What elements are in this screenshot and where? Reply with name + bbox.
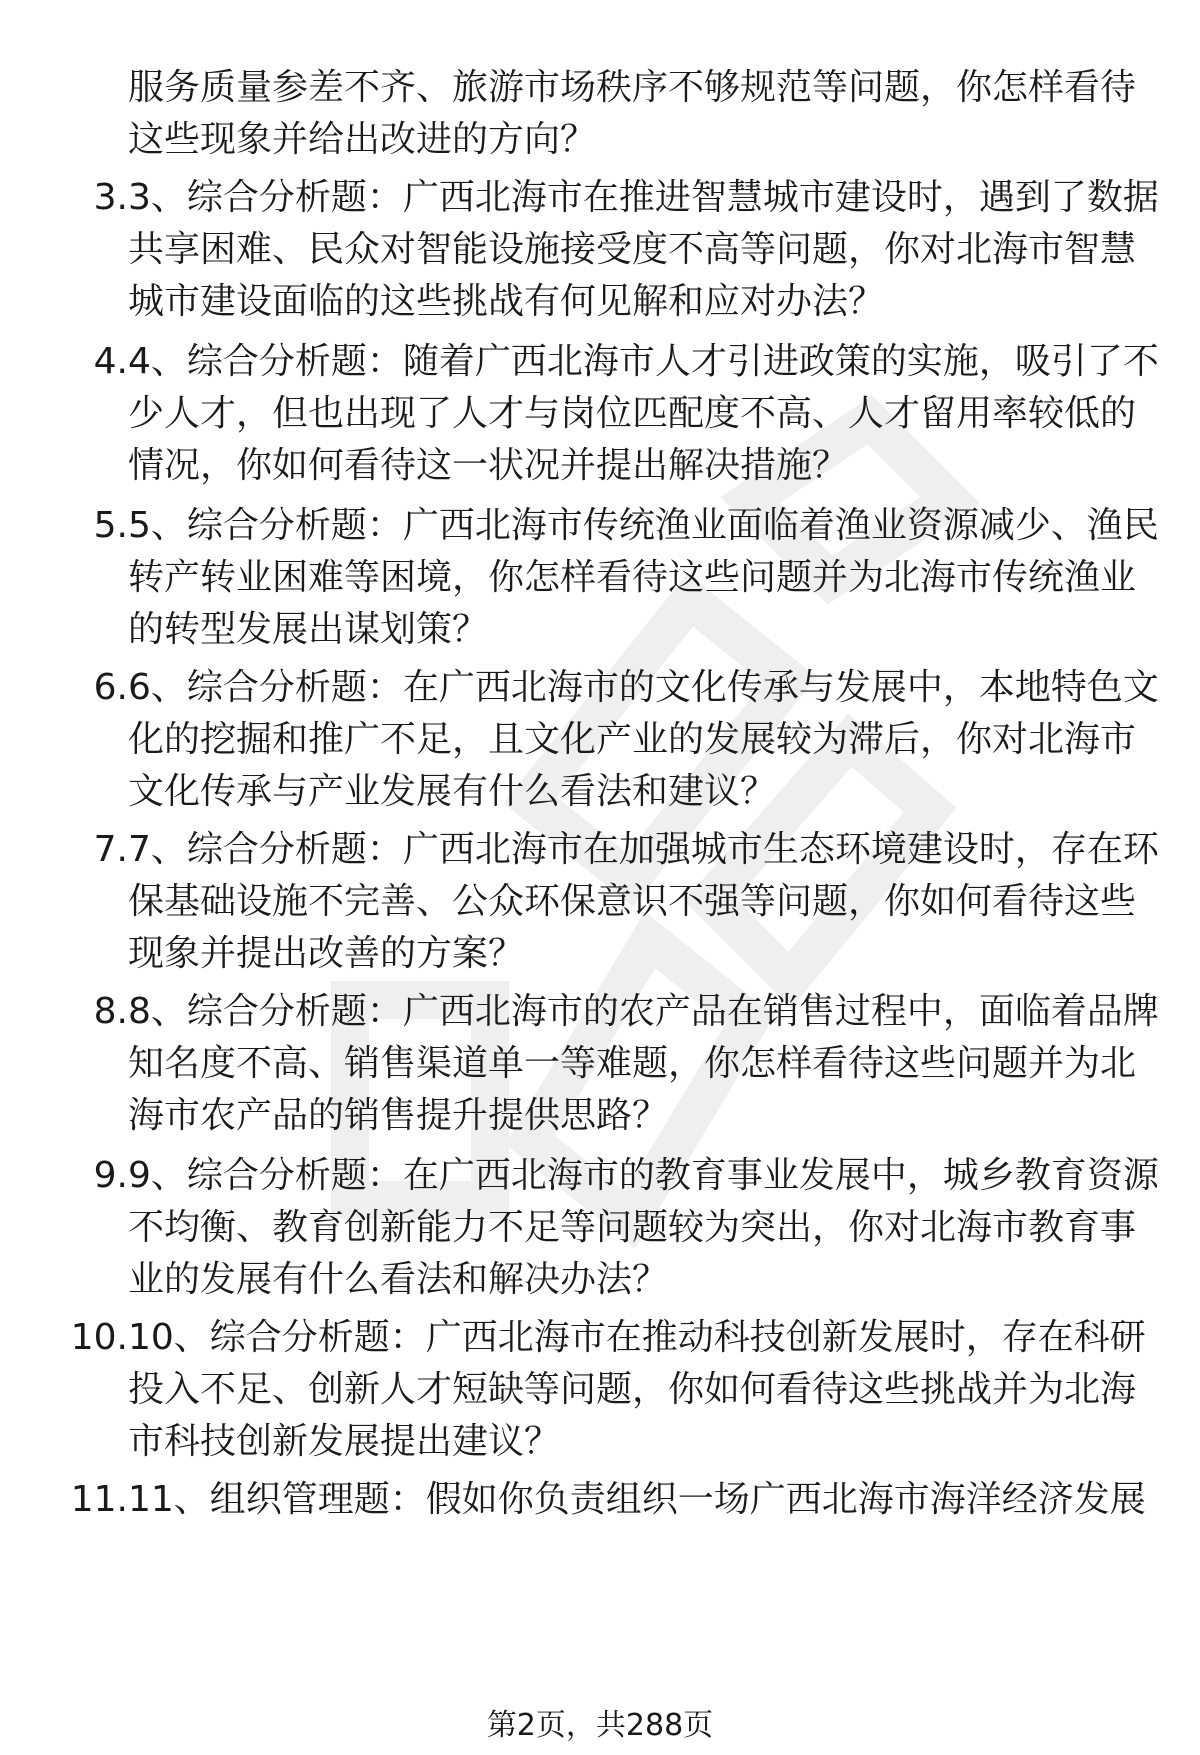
question-number: 10.: [70, 1317, 128, 1358]
continued-question-text: 服务质量参差不齐、旅游市场秩序不够规范等问题，你怎样看待这些现象并给出改进的方向？: [128, 67, 1137, 160]
question-text: 10、综合分析题：广西北海市在推动科技创新发展时，存在科研投入不足、创新人才短缺等问题，你如何看待这些挑战并为北海市科技创新发展提出建议？: [128, 1317, 1146, 1462]
question-number: 9.: [93, 1155, 128, 1196]
question-text: 7、综合分析题：广西北海市在加强城市生态环境建设时，存在环保基础设施不完善、公众环保意识不强等问题，你如何看待这些现象并提出改善的方案？: [128, 829, 1159, 974]
question-number: 8.: [93, 991, 128, 1032]
question-text: 4、综合分析题：随着广西北海市人才引进政策的实施，吸引了不少人才，但也出现了人才与岗位匹配度不高、人才留用率较低的情况，你如何看待这一状况并提出解决措施？: [128, 341, 1159, 486]
question-number: 7.: [93, 829, 128, 870]
question-number: 4.: [93, 341, 128, 382]
question-number: 3.: [93, 177, 128, 218]
question-text: 3、综合分析题：广西北海市在推进智慧城市建设时，遇到了数据共享困难、民众对智能设施接受度不高等问题，你对北海市智慧城市建设面临的这些挑战有何见解和应对办法？: [128, 177, 1159, 322]
question-text: 5、综合分析题：广西北海市传统渔业面临着渔业资源减少、渔民转产转业困难等困境，你怎样看待这些问题并为北海市传统渔业的转型发展出谋划策？: [128, 505, 1159, 650]
question-text: 6、综合分析题：在广西北海市的文化传承与发展中，本地特色文化的挖掘和推广不足，且文化产业的发展较为滞后，你对北海市文化传承与产业发展有什么看法和建议？: [128, 667, 1159, 812]
question-text: 11、组织管理题：假如你负责组织一场广西北海市海洋经济发展: [128, 1479, 1146, 1520]
question-number: 11.: [70, 1479, 128, 1520]
question-number: 6.: [93, 667, 128, 708]
question-text: 8、综合分析题：广西北海市的农产品在销售过程中，面临着品牌知名度不高、销售渠道单一等难题，你怎样看待这些问题并为北海市农产品的销售提升提供思路？: [128, 991, 1159, 1136]
question-number: 5.: [93, 505, 128, 546]
question-text: 9、综合分析题：在广西北海市的教育事业发展中，城乡教育资源不均衡、教育创新能力不足等问题较为突出，你对北海市教育事业的发展有什么看法和解决办法？: [128, 1155, 1159, 1300]
page-footer: 第2页，共288页: [486, 1708, 714, 1743]
